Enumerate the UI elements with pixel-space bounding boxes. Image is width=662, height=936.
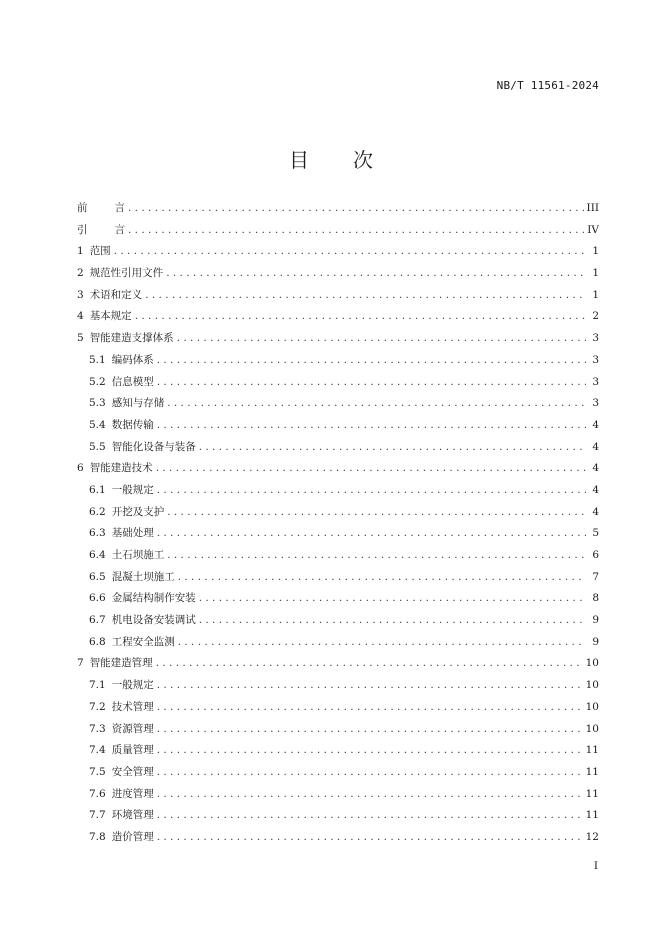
toc-leader-dots	[157, 827, 583, 849]
toc-leader-dots	[135, 306, 586, 328]
toc-entry-label: 技术管理	[111, 700, 154, 713]
toc-entry-label: 资源管理	[111, 722, 154, 735]
page-title-char-2: 次	[353, 148, 373, 172]
toc-entry-page: 10	[585, 657, 599, 670]
toc-entry-number: 6.6	[89, 592, 106, 605]
toc-leader-dots	[157, 740, 583, 762]
toc-entry-page: 11	[585, 809, 599, 822]
toc-leader-dots	[178, 632, 586, 654]
toc-entry-number: 5	[77, 332, 84, 345]
toc-entry[interactable]	[77, 263, 599, 285]
toc-entry-page: 9	[592, 614, 599, 627]
toc-entry-number: 6.4	[89, 549, 106, 561]
toc-entry[interactable]	[77, 588, 599, 610]
toc-entry[interactable]	[77, 805, 599, 827]
toc-entry-page: 4	[592, 483, 599, 496]
toc-entry[interactable]	[77, 719, 599, 741]
toc-entry[interactable]	[77, 567, 599, 589]
toc-entry[interactable]	[77, 328, 599, 350]
toc-entry-number: 7.6	[89, 787, 106, 800]
toc-leader-dots	[145, 285, 586, 307]
toc-entry-label: 智能化设备与装备	[111, 440, 196, 453]
toc-entry-number: 7.2	[89, 700, 106, 713]
toc-entry-label: 规范性引用文件	[89, 267, 164, 280]
toc-entry-number: 6.1	[89, 483, 106, 496]
toc-entry-label: 金属结构制作安装	[111, 592, 196, 605]
toc-entry-label: 土石坝施工	[111, 549, 165, 561]
toc-entry-label: 基础处理	[111, 527, 154, 540]
toc-entry[interactable]	[77, 675, 599, 697]
toc-entry-page: 10	[585, 722, 599, 735]
toc-entry[interactable]	[77, 740, 599, 762]
toc-entry-label: 造价管理	[111, 830, 154, 843]
toc-entry-label: 智能建造支撑体系	[89, 332, 174, 345]
toc-entry[interactable]	[77, 523, 599, 545]
toc-leader-dots	[157, 805, 583, 827]
toc-leader-dots	[199, 588, 586, 610]
toc-leader-dots	[157, 719, 583, 741]
toc-entry-number: 4	[77, 310, 84, 323]
toc-entry-page: 4	[592, 505, 599, 518]
toc-entry-number: 7	[77, 657, 84, 670]
toc-entry-number: 2	[77, 267, 84, 280]
toc-leader-dots	[157, 350, 586, 372]
toc-entry-page: 12	[585, 830, 599, 843]
page-title-char-1: 目	[289, 148, 309, 172]
toc-entry-page: 4	[592, 462, 599, 475]
toc-entry-label: 基本规定	[89, 310, 132, 323]
toc-leader-dots	[167, 393, 586, 415]
toc-entry[interactable]	[77, 241, 599, 263]
toc-entry-label: 混凝土坝施工	[111, 570, 175, 583]
toc-entry-page: 4	[592, 418, 599, 431]
toc-entry-page: 8	[592, 592, 599, 605]
toc-entry[interactable]	[77, 762, 599, 784]
toc-entry-page: 11	[585, 787, 599, 800]
toc-leader-dots	[128, 220, 584, 242]
toc-entry-page: IV	[587, 223, 599, 236]
toc-leader-dots	[167, 545, 586, 567]
toc-entry-page: 1	[592, 288, 599, 301]
toc-entry[interactable]	[77, 415, 599, 437]
toc-entry-number: 7.7	[89, 809, 106, 822]
toc-entry-page: III	[586, 202, 599, 214]
toc-entry-number: 6.5	[89, 570, 106, 583]
toc-entry-number: 5.3	[89, 397, 106, 410]
toc-entry-page: 11	[585, 765, 599, 778]
toc-leader-dots	[128, 198, 584, 220]
toc-entry-number: 7.4	[89, 744, 106, 757]
toc-entry-label: 数据传输	[111, 418, 154, 431]
toc-leader-dots	[199, 610, 586, 632]
toc-entry-number: 5.2	[89, 375, 106, 388]
toc-entry-label: 编码体系	[111, 353, 154, 366]
toc-entry-number: 7.1	[89, 679, 106, 692]
toc-entry[interactable]	[77, 198, 599, 220]
toc-entry[interactable]	[77, 827, 599, 849]
toc-leader-dots	[167, 502, 586, 524]
toc-entry-label: 信息模型	[111, 375, 154, 388]
toc-entry-label: 机电设备安装调试	[111, 614, 196, 627]
toc-entry-page: 3	[592, 353, 599, 366]
toc-entry-number: 1	[77, 245, 84, 258]
toc-entry[interactable]	[77, 545, 599, 567]
toc-entry[interactable]	[77, 350, 599, 372]
toc-entry-label: 感知与存储	[111, 397, 165, 410]
toc-entry-number: 3	[77, 288, 84, 301]
toc-entry-page: 1	[592, 267, 599, 280]
toc-entry-label: 安全管理	[111, 765, 154, 778]
toc-entry-page: 11	[585, 744, 599, 757]
toc-entry-number: 5.5	[89, 440, 106, 453]
toc-entry[interactable]	[77, 632, 599, 654]
toc-entry-label: 质量管理	[111, 744, 154, 757]
toc-leader-dots	[157, 523, 586, 545]
toc-entry-number: 6	[77, 462, 84, 475]
toc-entry-label: 一般规定	[111, 679, 154, 692]
toc-entry-label: 引言	[77, 223, 152, 236]
toc-entry-page: 3	[592, 397, 599, 410]
toc-entry[interactable]	[77, 610, 599, 632]
toc-leader-dots	[157, 675, 583, 697]
toc-entry[interactable]	[77, 393, 599, 415]
toc-leader-dots	[157, 762, 583, 784]
toc-entry-page: 7	[592, 570, 599, 583]
page-title	[0, 144, 662, 173]
toc-leader-dots	[178, 567, 586, 589]
toc-leader-dots	[156, 653, 583, 675]
toc-entry-label: 开挖及支护	[111, 505, 165, 518]
toc-entry[interactable]	[77, 784, 599, 806]
toc-entry-number: 5.1	[89, 353, 106, 366]
toc-entry[interactable]	[77, 306, 599, 328]
toc-entry-number: 5.4	[89, 418, 106, 431]
toc-entry-label: 范围	[89, 245, 111, 258]
toc-entry-number: 7.8	[89, 830, 106, 843]
toc-entry[interactable]	[77, 697, 599, 719]
toc-leader-dots	[157, 697, 583, 719]
toc-leader-dots	[156, 458, 586, 480]
toc-entry-label: 环境管理	[111, 809, 154, 822]
toc-entry-label: 前言	[77, 202, 152, 214]
toc-entry-label: 智能建造管理	[89, 657, 153, 670]
table-of-contents	[77, 198, 599, 849]
toc-entry[interactable]	[77, 285, 599, 307]
toc-entry-page: 5	[592, 527, 599, 540]
toc-entry-label: 工程安全监测	[111, 635, 175, 648]
toc-entry-page: 10	[585, 700, 599, 713]
toc-entry-number: 6.3	[89, 527, 106, 540]
toc-entry-label: 术语和定义	[89, 288, 143, 301]
toc-entry[interactable]	[77, 437, 599, 459]
toc-leader-dots	[166, 263, 586, 285]
toc-entry-page: 9	[592, 635, 599, 648]
toc-leader-dots	[157, 415, 586, 437]
toc-leader-dots	[177, 328, 586, 350]
toc-entry-number: 7.5	[89, 765, 106, 778]
toc-entry-page: 3	[592, 332, 599, 345]
page-number: I	[593, 860, 598, 872]
toc-entry-page: 1	[592, 245, 599, 258]
toc-entry[interactable]	[77, 372, 599, 394]
toc-entry[interactable]	[77, 220, 599, 242]
toc-entry-number: 6.8	[89, 635, 106, 648]
toc-entry-page: 3	[592, 375, 599, 388]
toc-entry[interactable]	[77, 653, 599, 675]
toc-leader-dots	[199, 437, 586, 459]
toc-leader-dots	[157, 784, 583, 806]
toc-entry-label: 智能建造技术	[89, 462, 153, 475]
toc-entry-page: 6	[592, 549, 599, 561]
toc-entry-page: 4	[592, 440, 599, 453]
toc-entry-label: 进度管理	[111, 787, 154, 800]
toc-entry[interactable]	[77, 502, 599, 524]
toc-entry[interactable]	[77, 458, 599, 480]
toc-entry-label: 一般规定	[111, 483, 154, 496]
toc-entry[interactable]	[77, 480, 599, 502]
toc-leader-dots	[157, 372, 586, 394]
toc-entry-page: 10	[585, 679, 599, 692]
toc-entry-page: 2	[592, 310, 599, 323]
toc-leader-dots	[157, 480, 586, 502]
document-code: NB/T 11561-2024	[496, 79, 599, 92]
toc-entry-number: 6.7	[89, 614, 106, 627]
toc-entry-number: 6.2	[89, 505, 106, 518]
toc-leader-dots	[114, 241, 586, 263]
toc-entry-number: 7.3	[89, 722, 106, 735]
